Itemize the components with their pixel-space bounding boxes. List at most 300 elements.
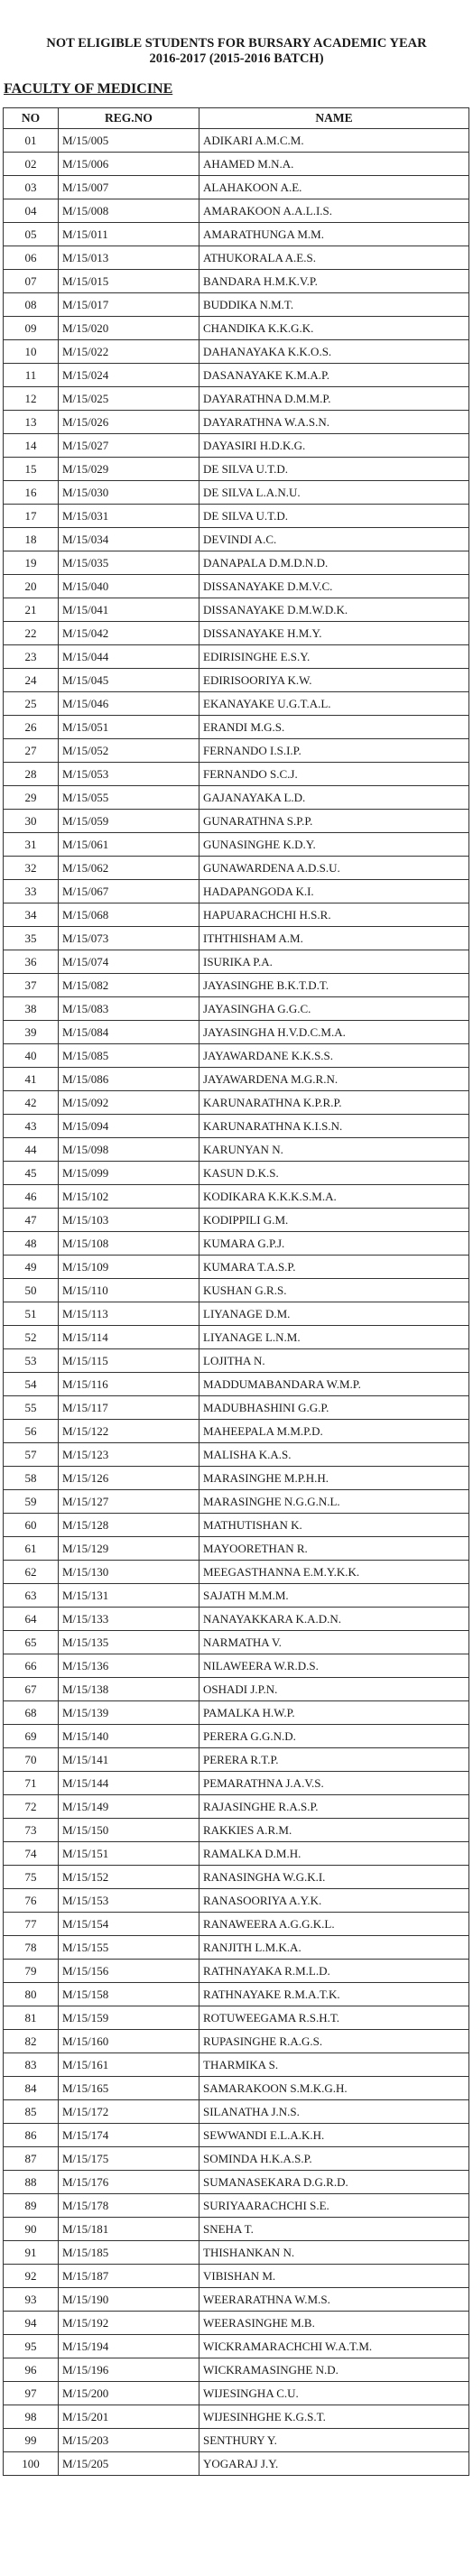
row-number: 12 [4, 387, 59, 411]
row-number: 73 [4, 1819, 59, 1842]
student-name: DE SILVA U.T.D. [199, 458, 469, 481]
table-row [4, 1373, 469, 1396]
student-name: JAYASINGHA H.V.D.C.M.A. [199, 1021, 469, 1044]
table-row [4, 1302, 469, 1326]
registration-number: M/15/127 [59, 1490, 199, 1514]
table-row [4, 1537, 469, 1561]
table-row [4, 1584, 469, 1608]
student-name: LIYANAGE D.M. [199, 1302, 469, 1326]
row-number: 02 [4, 153, 59, 176]
table-row [4, 528, 469, 551]
row-number: 44 [4, 1138, 59, 1162]
row-number: 23 [4, 645, 59, 669]
row-number: 17 [4, 505, 59, 528]
row-number: 11 [4, 364, 59, 387]
row-number: 99 [4, 2429, 59, 2452]
row-number: 41 [4, 1068, 59, 1091]
registration-number: M/15/176 [59, 2171, 199, 2194]
header-reg-no: REG.NO [59, 108, 199, 129]
table-row [4, 1185, 469, 1209]
row-number: 15 [4, 458, 59, 481]
table-row [4, 458, 469, 481]
header-name: NAME [199, 108, 469, 129]
table-row [4, 293, 469, 317]
registration-number: M/15/123 [59, 1443, 199, 1467]
registration-number: M/15/159 [59, 2006, 199, 2030]
row-number: 95 [4, 2335, 59, 2358]
table-row [4, 1420, 469, 1443]
table-row [4, 833, 469, 857]
row-number: 83 [4, 2053, 59, 2077]
student-name: BANDARA H.M.K.V.P. [199, 270, 469, 293]
document-title-line-1: NOT ELIGIBLE STUDENTS FOR BURSARY ACADEMIC YEAR [46, 36, 427, 51]
row-number: 10 [4, 340, 59, 364]
registration-number: M/15/094 [59, 1115, 199, 1138]
student-name: RATHNAYAKA R.M.L.D. [199, 1960, 469, 1983]
student-name: LOJITHA N. [199, 1349, 469, 1373]
registration-number: M/15/178 [59, 2194, 199, 2218]
student-name: ROTUWEEGAMA R.S.H.T. [199, 2006, 469, 2030]
row-number: 21 [4, 598, 59, 622]
student-name: PERERA R.T.P. [199, 1748, 469, 1772]
table-row [4, 246, 469, 270]
student-name: SUMANASEKARA D.G.R.D. [199, 2171, 469, 2194]
table-row [4, 1396, 469, 1420]
row-number: 68 [4, 1701, 59, 1725]
registration-number: M/15/139 [59, 1701, 199, 1725]
registration-number: M/15/068 [59, 903, 199, 927]
row-number: 74 [4, 1842, 59, 1866]
registration-number: M/15/053 [59, 763, 199, 786]
row-number: 06 [4, 246, 59, 270]
table-row [4, 763, 469, 786]
student-name: AHAMED M.N.A. [199, 153, 469, 176]
student-name: AMARAKOON A.A.L.I.S. [199, 199, 469, 223]
student-name: SEWWANDI E.L.A.K.H. [199, 2124, 469, 2147]
table-row [4, 1091, 469, 1115]
row-number: 03 [4, 176, 59, 199]
registration-number: M/15/027 [59, 434, 199, 458]
row-number: 45 [4, 1162, 59, 1185]
registration-number: M/15/055 [59, 786, 199, 810]
student-name: MARASINGHE M.P.H.H. [199, 1467, 469, 1490]
registration-number: M/15/024 [59, 364, 199, 387]
student-name: DAYARATHNA D.M.M.P. [199, 387, 469, 411]
student-name: RATHNAYAKE R.M.A.T.K. [199, 1983, 469, 2006]
student-name: ALAHAKOON A.E. [199, 176, 469, 199]
registration-number: M/15/011 [59, 223, 199, 246]
table-row [4, 153, 469, 176]
row-number: 96 [4, 2358, 59, 2382]
registration-number: M/15/083 [59, 997, 199, 1021]
student-name: JAYASINGHA G.G.C. [199, 997, 469, 1021]
table-row [4, 1748, 469, 1772]
student-name: GAJANAYAKA L.D. [199, 786, 469, 810]
student-name: EKANAYAKE U.G.T.A.L. [199, 692, 469, 716]
table-row [4, 1654, 469, 1678]
registration-number: M/15/114 [59, 1326, 199, 1349]
table-row [4, 786, 469, 810]
table-row [4, 1115, 469, 1138]
student-name: THARMIKA S. [199, 2053, 469, 2077]
table-row [4, 1209, 469, 1232]
row-number: 69 [4, 1725, 59, 1748]
row-number: 39 [4, 1021, 59, 1044]
registration-number: M/15/161 [59, 2053, 199, 2077]
student-name: KARUNYAN N. [199, 1138, 469, 1162]
table-row [4, 1490, 469, 1514]
table-row [4, 434, 469, 458]
table-row [4, 1889, 469, 1913]
registration-number: M/15/133 [59, 1608, 199, 1631]
row-number: 63 [4, 1584, 59, 1608]
registration-number: M/15/115 [59, 1349, 199, 1373]
student-name: MALISHA K.A.S. [199, 1443, 469, 1467]
registration-number: M/15/041 [59, 598, 199, 622]
row-number: 91 [4, 2241, 59, 2265]
table-row [4, 903, 469, 927]
row-number: 09 [4, 317, 59, 340]
student-name: PERERA G.G.N.D. [199, 1725, 469, 1748]
student-name: SAJATH M.M.M. [199, 1584, 469, 1608]
registration-number: M/15/084 [59, 1021, 199, 1044]
table-row [4, 223, 469, 246]
registration-number: M/15/030 [59, 481, 199, 505]
row-number: 31 [4, 833, 59, 857]
student-name: DE SILVA L.A.N.U. [199, 481, 469, 505]
registration-number: M/15/165 [59, 2077, 199, 2100]
table-row [4, 411, 469, 434]
table-row [4, 1819, 469, 1842]
row-number: 24 [4, 669, 59, 692]
registration-number: M/15/006 [59, 153, 199, 176]
table-row [4, 1842, 469, 1866]
student-name: KARUNARATHNA K.I.S.N. [199, 1115, 469, 1138]
registration-number: M/15/034 [59, 528, 199, 551]
student-name: NANAYAKKARA K.A.D.N. [199, 1608, 469, 1631]
registration-number: M/15/192 [59, 2312, 199, 2335]
registration-number: M/15/130 [59, 1561, 199, 1584]
row-number: 97 [4, 2382, 59, 2405]
table-row [4, 950, 469, 974]
row-number: 53 [4, 1349, 59, 1373]
student-name: CHANDIKA K.K.G.K. [199, 317, 469, 340]
student-name: WICKRAMASINGHE N.D. [199, 2358, 469, 2382]
row-number: 25 [4, 692, 59, 716]
registration-number: M/15/082 [59, 974, 199, 997]
registration-number: M/15/074 [59, 950, 199, 974]
student-name: GUNAWARDENA A.D.S.U. [199, 857, 469, 880]
student-name: JAYASINGHE B.K.T.D.T. [199, 974, 469, 997]
registration-number: M/15/190 [59, 2288, 199, 2312]
table-row [4, 1936, 469, 1960]
row-number: 57 [4, 1443, 59, 1467]
row-number: 78 [4, 1936, 59, 1960]
row-number: 86 [4, 2124, 59, 2147]
student-name: FERNANDO I.S.I.P. [199, 739, 469, 763]
row-number: 59 [4, 1490, 59, 1514]
registration-number: M/15/201 [59, 2405, 199, 2429]
row-number: 30 [4, 810, 59, 833]
table-row [4, 387, 469, 411]
student-name: SAMARAKOON S.M.K.G.H. [199, 2077, 469, 2100]
row-number: 14 [4, 434, 59, 458]
registration-number: M/15/073 [59, 927, 199, 950]
row-number: 32 [4, 857, 59, 880]
row-number: 56 [4, 1420, 59, 1443]
table-row [4, 1326, 469, 1349]
registration-number: M/15/181 [59, 2218, 199, 2241]
row-number: 48 [4, 1232, 59, 1256]
student-name: RANAWEERA A.G.G.K.L. [199, 1913, 469, 1936]
table-row [4, 1701, 469, 1725]
table-row [4, 1561, 469, 1584]
table-row [4, 810, 469, 833]
table-row [4, 692, 469, 716]
registration-number: M/15/020 [59, 317, 199, 340]
table-row [4, 2077, 469, 2100]
student-name: YOGARAJ J.Y. [199, 2452, 469, 2476]
registration-number: M/15/035 [59, 551, 199, 575]
table-row [4, 2335, 469, 2358]
registration-number: M/15/152 [59, 1866, 199, 1889]
student-name: ERANDI M.G.S. [199, 716, 469, 739]
student-name: DAYASIRI H.D.K.G. [199, 434, 469, 458]
registration-number: M/15/117 [59, 1396, 199, 1420]
row-number: 27 [4, 739, 59, 763]
registration-number: M/15/156 [59, 1960, 199, 1983]
registration-number: M/15/160 [59, 2030, 199, 2053]
registration-number: M/15/008 [59, 199, 199, 223]
row-number: 76 [4, 1889, 59, 1913]
table-row [4, 2124, 469, 2147]
row-number: 40 [4, 1044, 59, 1068]
student-name: DE SILVA U.T.D. [199, 505, 469, 528]
registration-number: M/15/099 [59, 1162, 199, 1185]
registration-number: M/15/187 [59, 2265, 199, 2288]
row-number: 05 [4, 223, 59, 246]
table-row [4, 575, 469, 598]
table-row [4, 1795, 469, 1819]
row-number: 28 [4, 763, 59, 786]
table-row [4, 1349, 469, 1373]
table-row [4, 2265, 469, 2288]
registration-number: M/15/045 [59, 669, 199, 692]
student-name: MARASINGHE N.G.G.N.L. [199, 1490, 469, 1514]
student-name: THISHANKAN N. [199, 2241, 469, 2265]
student-name: WIJESINGHA C.U. [199, 2382, 469, 2405]
registration-number: M/15/007 [59, 176, 199, 199]
student-name: MEEGASTHANNA E.M.Y.K.K. [199, 1561, 469, 1584]
row-number: 43 [4, 1115, 59, 1138]
row-number: 62 [4, 1561, 59, 1584]
registration-number: M/15/044 [59, 645, 199, 669]
student-name: RANASINGHA W.G.K.I. [199, 1866, 469, 1889]
registration-number: M/15/098 [59, 1138, 199, 1162]
registration-number: M/15/172 [59, 2100, 199, 2124]
row-number: 60 [4, 1514, 59, 1537]
student-name: DANAPALA D.M.D.N.D. [199, 551, 469, 575]
table-row [4, 857, 469, 880]
row-number: 92 [4, 2265, 59, 2288]
table-row [4, 1866, 469, 1889]
row-number: 08 [4, 293, 59, 317]
registration-number: M/15/005 [59, 129, 199, 153]
row-number: 72 [4, 1795, 59, 1819]
registration-number: M/15/022 [59, 340, 199, 364]
student-table [3, 107, 469, 2476]
student-name: HADAPANGODA K.I. [199, 880, 469, 903]
table-row [4, 364, 469, 387]
student-name: SENTHURY Y. [199, 2429, 469, 2452]
table-row [4, 1256, 469, 1279]
registration-number: M/15/052 [59, 739, 199, 763]
student-name: DAYARATHNA W.A.S.N. [199, 411, 469, 434]
student-name: DISSANAYAKE D.M.V.C. [199, 575, 469, 598]
row-number: 58 [4, 1467, 59, 1490]
row-number: 34 [4, 903, 59, 927]
student-name: DISSANAYAKE D.M.W.D.K. [199, 598, 469, 622]
table-row [4, 176, 469, 199]
registration-number: M/15/138 [59, 1678, 199, 1701]
student-name: GUNASINGHE K.D.Y. [199, 833, 469, 857]
registration-number: M/15/067 [59, 880, 199, 903]
registration-number: M/15/046 [59, 692, 199, 716]
table-row [4, 716, 469, 739]
table-row [4, 2218, 469, 2241]
row-number: 89 [4, 2194, 59, 2218]
table-body [4, 129, 469, 2476]
student-name: JAYAWARDANE K.K.S.S. [199, 1044, 469, 1068]
registration-number: M/15/109 [59, 1256, 199, 1279]
row-number: 55 [4, 1396, 59, 1420]
student-name: WICKRAMARACHCHI W.A.T.M. [199, 2335, 469, 2358]
registration-number: M/15/203 [59, 2429, 199, 2452]
student-name: BUDDIKA N.M.T. [199, 293, 469, 317]
row-number: 33 [4, 880, 59, 903]
student-name: KUMARA G.P.J. [199, 1232, 469, 1256]
row-number: 61 [4, 1537, 59, 1561]
student-name: RAMALKA D.M.H. [199, 1842, 469, 1866]
registration-number: M/15/141 [59, 1748, 199, 1772]
registration-number: M/15/131 [59, 1584, 199, 1608]
student-name: DISSANAYAKE H.M.Y. [199, 622, 469, 645]
table-row [4, 505, 469, 528]
row-number: 66 [4, 1654, 59, 1678]
student-name: WIJESINHGHE K.G.S.T. [199, 2405, 469, 2429]
row-number: 81 [4, 2006, 59, 2030]
table-row [4, 1467, 469, 1490]
table-row [4, 669, 469, 692]
student-name: DEVINDI A.C. [199, 528, 469, 551]
registration-number: M/15/110 [59, 1279, 199, 1302]
row-number: 79 [4, 1960, 59, 1983]
row-number: 29 [4, 786, 59, 810]
table-row [4, 645, 469, 669]
student-name: KASUN D.K.S. [199, 1162, 469, 1185]
registration-number: M/15/102 [59, 1185, 199, 1209]
row-number: 88 [4, 2171, 59, 2194]
table-row [4, 2312, 469, 2335]
registration-number: M/15/154 [59, 1913, 199, 1936]
student-name: KODIKARA K.K.K.S.M.A. [199, 1185, 469, 1209]
student-name: OSHADI J.P.N. [199, 1678, 469, 1701]
table-row [4, 1279, 469, 1302]
table-row [4, 2053, 469, 2077]
student-name: AMARATHUNGA M.M. [199, 223, 469, 246]
table-row [4, 598, 469, 622]
table-row [4, 317, 469, 340]
student-name: WEERASINGHE M.B. [199, 2312, 469, 2335]
table-row [4, 739, 469, 763]
student-name: EDIRISINGHE E.S.Y. [199, 645, 469, 669]
registration-number: M/15/042 [59, 622, 199, 645]
row-number: 100 [4, 2452, 59, 2476]
table-header-row [4, 108, 469, 129]
registration-number: M/15/155 [59, 1936, 199, 1960]
table-row [4, 2171, 469, 2194]
student-name: MAHEEPALA M.M.P.D. [199, 1420, 469, 1443]
registration-number: M/15/128 [59, 1514, 199, 1537]
registration-number: M/15/196 [59, 2358, 199, 2382]
student-name: RAJASINGHE R.A.S.P. [199, 1795, 469, 1819]
row-number: 52 [4, 1326, 59, 1349]
row-number: 19 [4, 551, 59, 575]
header-no: NO [4, 108, 59, 129]
table-row [4, 2405, 469, 2429]
table-row [4, 270, 469, 293]
table-row [4, 2358, 469, 2382]
row-number: 71 [4, 1772, 59, 1795]
registration-number: M/15/151 [59, 1842, 199, 1866]
table-row [4, 2194, 469, 2218]
row-number: 87 [4, 2147, 59, 2171]
registration-number: M/15/013 [59, 246, 199, 270]
table-row [4, 2147, 469, 2171]
registration-number: M/15/085 [59, 1044, 199, 1068]
student-name: SNEHA T. [199, 2218, 469, 2241]
row-number: 85 [4, 2100, 59, 2124]
registration-number: M/15/025 [59, 387, 199, 411]
student-name: DASANAYAKE K.M.A.P. [199, 364, 469, 387]
document-title [0, 36, 473, 67]
row-number: 13 [4, 411, 59, 434]
document-title-line-2: 2016-2017 (2015-2016 BATCH) [149, 51, 324, 66]
table-row [4, 2452, 469, 2476]
row-number: 37 [4, 974, 59, 997]
row-number: 35 [4, 927, 59, 950]
registration-number: M/15/031 [59, 505, 199, 528]
table-row [4, 2429, 469, 2452]
registration-number: M/15/026 [59, 411, 199, 434]
row-number: 94 [4, 2312, 59, 2335]
registration-number: M/15/017 [59, 293, 199, 317]
table-row [4, 2241, 469, 2265]
row-number: 18 [4, 528, 59, 551]
student-name: SILANATHA J.N.S. [199, 2100, 469, 2124]
row-number: 84 [4, 2077, 59, 2100]
table-row [4, 1162, 469, 1185]
table-row [4, 1021, 469, 1044]
row-number: 47 [4, 1209, 59, 1232]
row-number: 90 [4, 2218, 59, 2241]
table-row [4, 1443, 469, 1467]
registration-number: M/15/116 [59, 1373, 199, 1396]
student-name: DAHANAYAKA K.K.O.S. [199, 340, 469, 364]
registration-number: M/15/061 [59, 833, 199, 857]
registration-number: M/15/113 [59, 1302, 199, 1326]
row-number: 22 [4, 622, 59, 645]
